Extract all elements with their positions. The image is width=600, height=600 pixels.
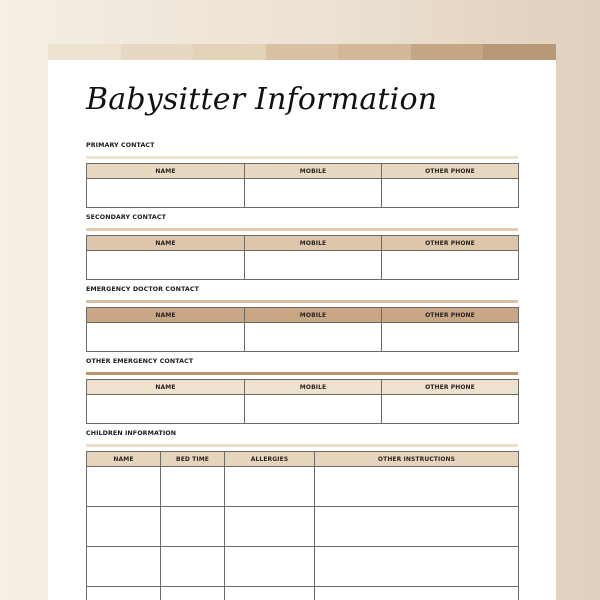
section-rule xyxy=(86,156,518,159)
section-rule xyxy=(86,372,518,375)
table-header-row xyxy=(87,236,519,251)
table-row xyxy=(87,323,519,352)
other-instructions-field[interactable] xyxy=(315,507,519,547)
palette-swatch xyxy=(483,44,556,60)
table-row xyxy=(87,587,519,600)
section-primary-contact xyxy=(86,141,518,208)
children-table xyxy=(86,451,519,600)
other-instructions-field[interactable] xyxy=(315,587,519,600)
allergies-field[interactable] xyxy=(225,587,315,600)
section-emergency-doctor-contact xyxy=(86,285,518,352)
column-header: OTHER PHONE xyxy=(382,308,519,323)
mobile-field[interactable] xyxy=(245,251,382,280)
section-label: EMERGENCY DOCTOR CONTACT xyxy=(86,286,199,293)
section-rule xyxy=(86,300,518,303)
column-header: MOBILE xyxy=(245,164,382,179)
other-emergency-table xyxy=(86,379,519,424)
table-row xyxy=(87,251,519,280)
section-rule xyxy=(86,228,518,231)
section-children-information xyxy=(86,429,518,600)
table-row xyxy=(87,507,519,547)
table-header-row xyxy=(87,380,519,395)
table-row xyxy=(87,467,519,507)
other-phone-field[interactable] xyxy=(382,251,519,280)
bed-time-field[interactable] xyxy=(161,587,225,600)
other-instructions-field[interactable] xyxy=(315,547,519,587)
section-secondary-contact xyxy=(86,213,518,280)
color-palette-bar xyxy=(48,44,556,60)
column-header: NAME xyxy=(87,380,245,395)
name-field[interactable] xyxy=(87,323,245,352)
primary-contact-table xyxy=(86,163,519,208)
child-name-field[interactable] xyxy=(87,507,161,547)
secondary-contact-table xyxy=(86,235,519,280)
column-header: NAME xyxy=(87,452,161,467)
worksheet-page xyxy=(48,44,556,600)
palette-swatch xyxy=(411,44,484,60)
palette-swatch xyxy=(338,44,411,60)
column-header: MOBILE xyxy=(245,380,382,395)
allergies-field[interactable] xyxy=(225,547,315,587)
palette-swatch xyxy=(48,44,121,60)
section-label: CHILDREN INFORMATION xyxy=(86,430,177,437)
bed-time-field[interactable] xyxy=(161,507,225,547)
table-header-row xyxy=(87,308,519,323)
mobile-field[interactable] xyxy=(245,395,382,424)
bed-time-field[interactable] xyxy=(161,467,225,507)
other-phone-field[interactable] xyxy=(382,179,519,208)
section-rule xyxy=(86,444,518,447)
column-header: BED TIME xyxy=(161,452,225,467)
column-header: OTHER PHONE xyxy=(382,164,519,179)
bed-time-field[interactable] xyxy=(161,547,225,587)
column-header: OTHER PHONE xyxy=(382,380,519,395)
section-other-emergency-contact xyxy=(86,357,518,424)
other-phone-field[interactable] xyxy=(382,323,519,352)
palette-swatch xyxy=(121,44,194,60)
palette-swatch xyxy=(266,44,339,60)
column-header: OTHER INSTRUCTIONS xyxy=(315,452,519,467)
name-field[interactable] xyxy=(87,251,245,280)
section-label: OTHER EMERGENCY CONTACT xyxy=(86,358,194,365)
column-header: MOBILE xyxy=(245,308,382,323)
name-field[interactable] xyxy=(87,179,245,208)
column-header: NAME xyxy=(87,308,245,323)
table-row xyxy=(87,547,519,587)
child-name-field[interactable] xyxy=(87,467,161,507)
section-label: PRIMARY CONTACT xyxy=(86,142,155,149)
column-header: NAME xyxy=(87,236,245,251)
column-header: OTHER PHONE xyxy=(382,236,519,251)
name-field[interactable] xyxy=(87,395,245,424)
mobile-field[interactable] xyxy=(245,323,382,352)
column-header: NAME xyxy=(87,164,245,179)
palette-swatch xyxy=(193,44,266,60)
column-header: ALLERGIES xyxy=(225,452,315,467)
child-name-field[interactable] xyxy=(87,587,161,600)
other-phone-field[interactable] xyxy=(382,395,519,424)
table-row xyxy=(87,395,519,424)
table-header-row xyxy=(87,452,519,467)
allergies-field[interactable] xyxy=(225,467,315,507)
table-row xyxy=(87,179,519,208)
allergies-field[interactable] xyxy=(225,507,315,547)
column-header: MOBILE xyxy=(245,236,382,251)
mobile-field[interactable] xyxy=(245,179,382,208)
page-title: Babysitter Information xyxy=(86,82,438,117)
section-label: SECONDARY CONTACT xyxy=(86,214,166,221)
emergency-doctor-table xyxy=(86,307,519,352)
other-instructions-field[interactable] xyxy=(315,467,519,507)
table-header-row xyxy=(87,164,519,179)
child-name-field[interactable] xyxy=(87,547,161,587)
